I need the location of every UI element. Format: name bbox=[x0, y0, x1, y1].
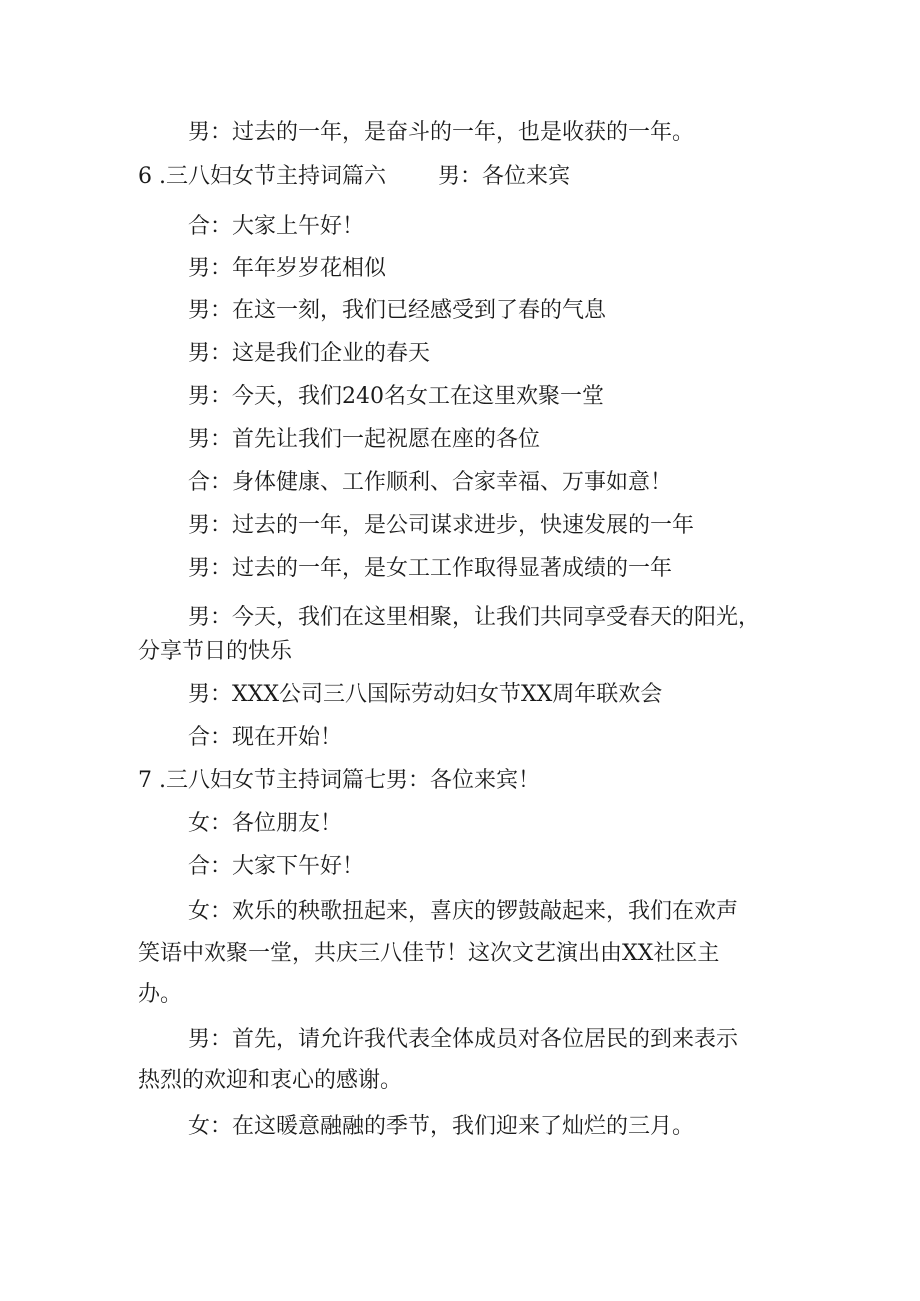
text-line: 合：大家下午好！ bbox=[188, 854, 365, 879]
text-line: 合：大家上午好！ bbox=[188, 214, 365, 239]
section-heading: 7 .三八妇女节主持词篇七男：各位来宾！ bbox=[138, 768, 540, 793]
text-line: 女：各位朋友！ bbox=[188, 811, 343, 836]
text-line: 男：在这一刻，我们已经感受到了春的气息 bbox=[188, 298, 607, 323]
heading-trailing-text: 男：各位来宾 bbox=[437, 164, 570, 189]
text-line: 男：这是我们企业的春天 bbox=[188, 341, 431, 366]
text-line: 办。 bbox=[138, 982, 183, 1007]
text-line: 男：年年岁岁花相似 bbox=[188, 256, 387, 281]
text-line: 合：现在开始！ bbox=[188, 725, 343, 750]
text-line: 男：首先，请允许我代表全体成员对各位居民的到来表示 bbox=[188, 1027, 739, 1052]
text-line: 男：今天，我们在这里相聚，让我们共同享受春天的阳光， bbox=[188, 605, 761, 630]
section-heading bbox=[138, 162, 570, 192]
heading-text: 6 .三八妇女节主持词篇六 bbox=[138, 164, 386, 189]
text-line: 合：身体健康、工作顺利、合家幸福、万事如意！ bbox=[188, 470, 673, 495]
text-line: 男：过去的一年，是女工工作取得显著成绩的一年 bbox=[188, 556, 673, 581]
text-line: 男：过去的一年，是公司谋求进步，快速发展的一年 bbox=[188, 513, 695, 538]
text-line: 男：过去的一年，是奋斗的一年，也是收获的一年。 bbox=[188, 120, 695, 145]
text-line: 男：XXX公司三八国际劳动妇女节XX周年联欢会 bbox=[188, 682, 663, 707]
text-line: 女：欢乐的秧歌扭起来，喜庆的锣鼓敲起来，我们在欢声 bbox=[188, 899, 739, 924]
text-line: 笑语中欢聚一堂，共庆三八佳节！这次文艺演出由XX社区主 bbox=[138, 941, 720, 966]
text-line: 分享节日的快乐 bbox=[138, 639, 293, 664]
text-line: 女：在这暖意融融的季节，我们迎来了灿烂的三月。 bbox=[188, 1114, 695, 1139]
text-line: 热烈的欢迎和衷心的感谢。 bbox=[138, 1068, 403, 1093]
text-line: 男：今天，我们240名女工在这里欢聚一堂 bbox=[188, 384, 604, 409]
text-line: 男：首先让我们一起祝愿在座的各位 bbox=[188, 427, 541, 452]
